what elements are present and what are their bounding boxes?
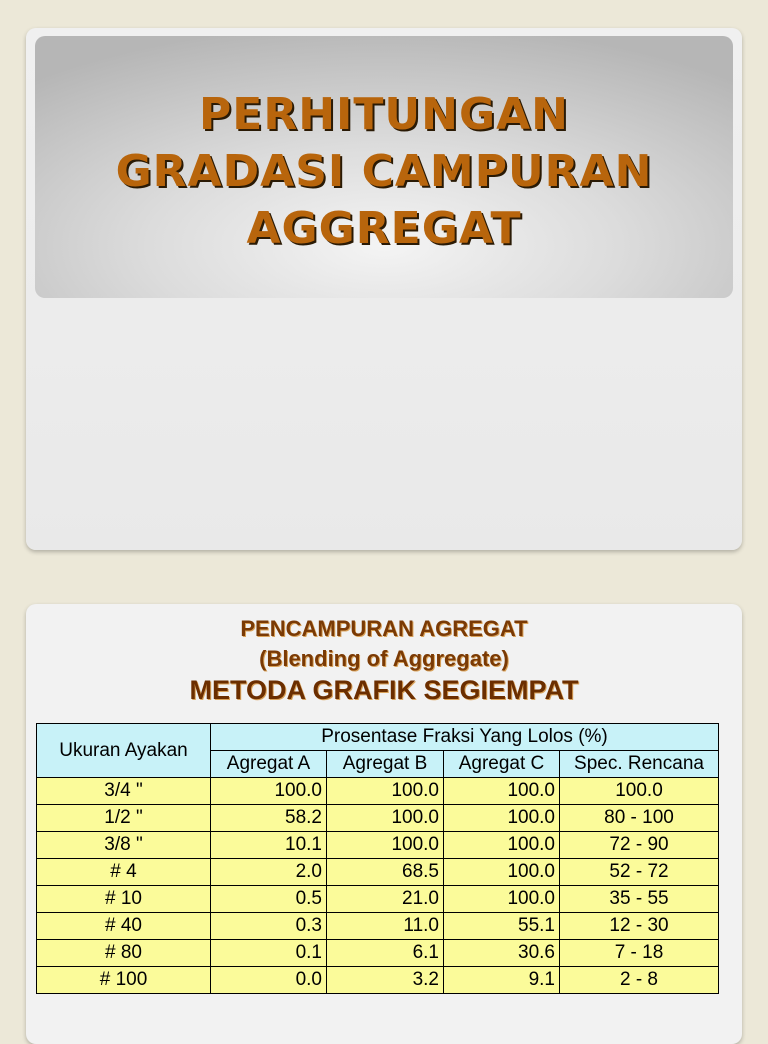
cell-ukuran: # 10 xyxy=(37,886,211,913)
cell-spec: 100.0 xyxy=(560,778,719,805)
cell-agregat-a: 0.0 xyxy=(211,967,327,994)
heading-pencampuran: PENCAMPURAN AGREGAT xyxy=(240,616,528,641)
title-slide xyxy=(26,28,742,550)
table-row xyxy=(37,913,719,940)
cell-agregat-b: 100.0 xyxy=(327,805,444,832)
table-row xyxy=(37,859,719,886)
heading-blending: (Blending of Aggregate) xyxy=(259,646,509,671)
title-line-3: AGGREGAT xyxy=(246,203,522,254)
cell-agregat-c: 100.0 xyxy=(444,859,560,886)
cell-agregat-a: 58.2 xyxy=(211,805,327,832)
cell-agregat-a: 100.0 xyxy=(211,778,327,805)
cell-agregat-c: 100.0 xyxy=(444,805,560,832)
cell-agregat-a: 0.3 xyxy=(211,913,327,940)
table-row xyxy=(37,967,719,994)
column-header-agregat-a: Agregat A xyxy=(211,751,327,778)
cell-agregat-a: 0.1 xyxy=(211,940,327,967)
column-header-spec: Spec. Rencana xyxy=(560,751,719,778)
cell-agregat-b: 100.0 xyxy=(327,832,444,859)
cell-agregat-b: 3.2 xyxy=(327,967,444,994)
cell-agregat-b: 68.5 xyxy=(327,859,444,886)
cell-agregat-b: 6.1 xyxy=(327,940,444,967)
cell-agregat-a: 10.1 xyxy=(211,832,327,859)
cell-agregat-c: 100.0 xyxy=(444,886,560,913)
table-row xyxy=(37,805,719,832)
cell-agregat-c: 100.0 xyxy=(444,778,560,805)
cell-agregat-c: 9.1 xyxy=(444,967,560,994)
title-line-2: GRADASI CAMPURAN xyxy=(115,146,653,197)
heading-metoda: METODA GRAFIK SEGIEMPAT xyxy=(189,675,579,705)
cell-spec: 35 - 55 xyxy=(560,886,719,913)
gradation-table xyxy=(36,723,719,994)
table-row xyxy=(37,778,719,805)
table-row xyxy=(37,886,719,913)
column-header-agregat-b: Agregat B xyxy=(327,751,444,778)
blending-slide xyxy=(26,604,742,1044)
cell-ukuran: 3/8 " xyxy=(37,832,211,859)
table-row xyxy=(37,940,719,967)
cell-agregat-c: 55.1 xyxy=(444,913,560,940)
cell-spec: 72 - 90 xyxy=(560,832,719,859)
cell-agregat-b: 11.0 xyxy=(327,913,444,940)
cell-ukuran: # 4 xyxy=(37,859,211,886)
cell-ukuran: # 100 xyxy=(37,967,211,994)
table-row xyxy=(37,832,719,859)
column-header-agregat-c: Agregat C xyxy=(444,751,560,778)
title-placeholder xyxy=(35,36,733,298)
cell-spec: 80 - 100 xyxy=(560,805,719,832)
cell-agregat-b: 100.0 xyxy=(327,778,444,805)
cell-ukuran: 3/4 " xyxy=(37,778,211,805)
cell-ukuran: 1/2 " xyxy=(37,805,211,832)
cell-agregat-a: 2.0 xyxy=(211,859,327,886)
group-header-prosentase: Prosentase Fraksi Yang Lolos (%) xyxy=(211,724,719,751)
slide-title xyxy=(35,86,733,257)
cell-spec: 2 - 8 xyxy=(560,967,719,994)
cell-agregat-c: 100.0 xyxy=(444,832,560,859)
cell-spec: 52 - 72 xyxy=(560,859,719,886)
cell-spec: 7 - 18 xyxy=(560,940,719,967)
title-line-1: PERHITUNGAN xyxy=(199,89,569,140)
table-header-row xyxy=(37,724,719,751)
cell-agregat-c: 30.6 xyxy=(444,940,560,967)
cell-ukuran: # 40 xyxy=(37,913,211,940)
cell-agregat-b: 21.0 xyxy=(327,886,444,913)
cell-spec: 12 - 30 xyxy=(560,913,719,940)
column-header-ukuran: Ukuran Ayakan xyxy=(37,724,211,778)
cell-agregat-a: 0.5 xyxy=(211,886,327,913)
cell-ukuran: # 80 xyxy=(37,940,211,967)
